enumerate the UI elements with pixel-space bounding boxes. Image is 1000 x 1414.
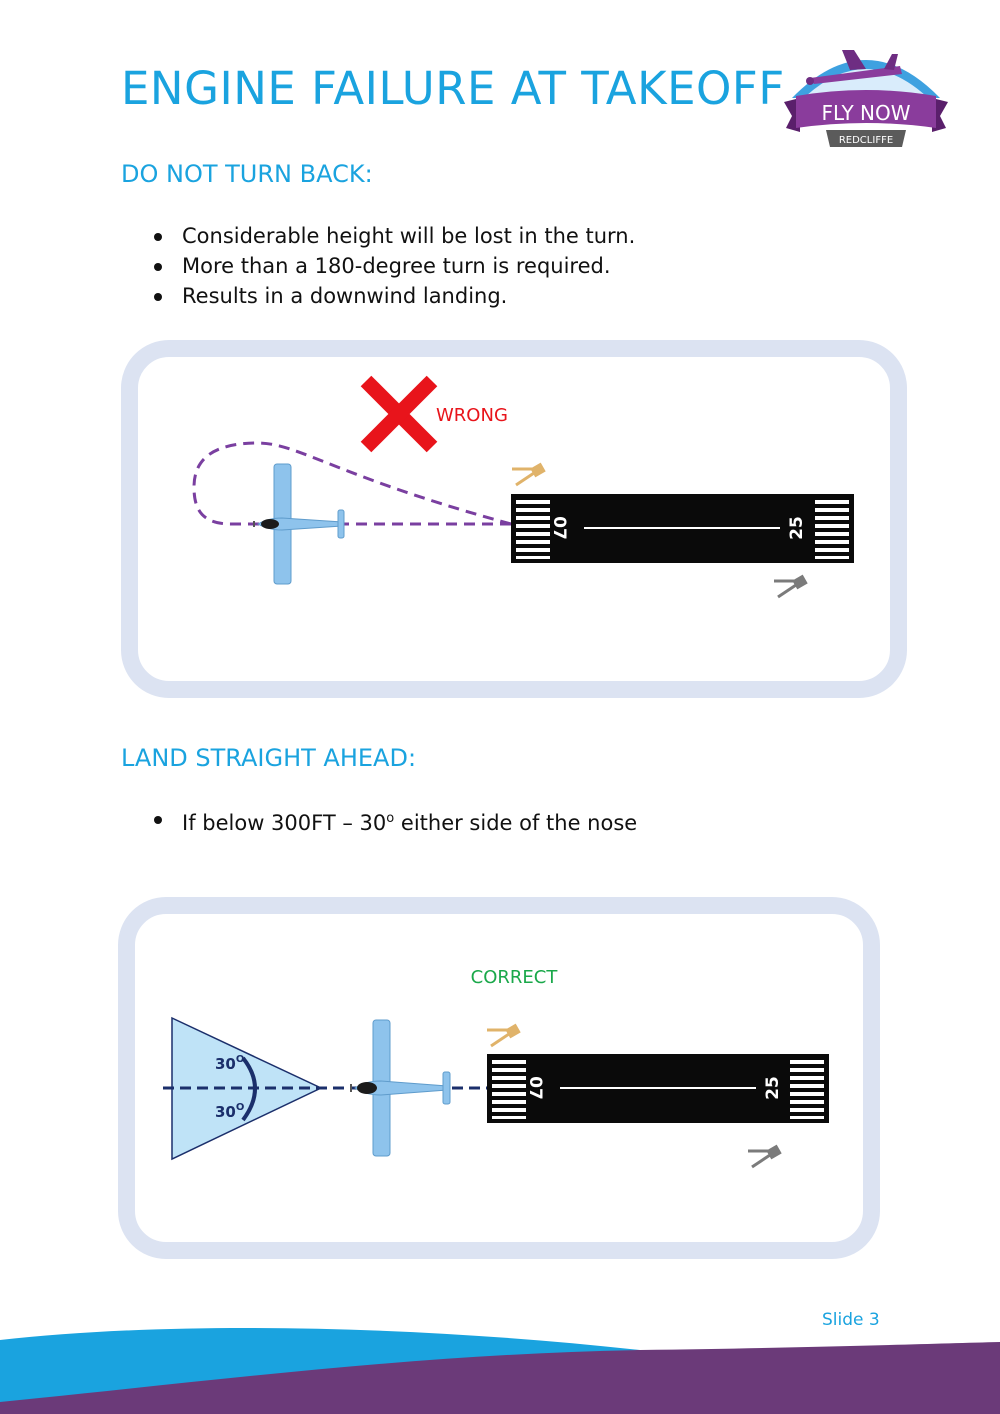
degree-sign: o: [386, 811, 395, 826]
wrong-label: WRONG: [436, 405, 508, 426]
bullet-item: [150, 804, 637, 834]
runway: [487, 1054, 829, 1123]
slide-number: Slide 3: [822, 1310, 880, 1330]
bullet-item: Results in a downwind landing.: [150, 281, 635, 311]
page-title: ENGINE FAILURE AT TAKEOFF: [121, 62, 785, 115]
fly-now-logo: [780, 40, 952, 155]
windsock-icon: [748, 1145, 782, 1167]
windsock-icon: [487, 1024, 521, 1046]
correct-diagram-panel: [118, 897, 880, 1259]
runway-number-left: 07: [525, 1076, 545, 1100]
cross-icon: [366, 381, 432, 447]
section-heading-turn-back: DO NOT TURN BACK:: [121, 160, 373, 188]
logo-sub-text: REDCLIFFE: [838, 135, 894, 146]
wrong-diagram-panel: [121, 340, 907, 698]
bullet-main-text: If below 300FT – 30: [182, 811, 387, 835]
windsock-icon: [512, 463, 546, 485]
runway: [511, 494, 854, 563]
runway-number-left: 07: [549, 516, 569, 540]
logo-main-text: FLY NOW: [821, 101, 911, 125]
turn-back-path: [194, 443, 511, 524]
straight-ahead-bullet-list: [150, 804, 637, 834]
runway-number-right: 25: [763, 1076, 783, 1100]
angle-bottom-label: $30^O$: [215, 1102, 245, 1121]
bullet-item: More than a 180-degree turn is required.: [150, 251, 635, 281]
bullet-rest-text: either side of the nose: [394, 811, 638, 835]
turn-back-bullet-list: [150, 221, 635, 311]
approach-wedge: [172, 1018, 321, 1159]
bullet-item: Considerable height will be lost in the turn.: [150, 221, 635, 251]
correct-diagram: [135, 914, 863, 1242]
footer-wave: [0, 1320, 1000, 1414]
correct-label: CORRECT: [470, 967, 558, 988]
airplane-icon: [254, 464, 344, 584]
runway-number-right: 25: [787, 516, 807, 540]
airplane-icon: [351, 1020, 450, 1156]
windsock-icon: [774, 575, 808, 597]
angle-top-label: $30^O$: [215, 1054, 245, 1073]
wrong-diagram: [138, 357, 890, 681]
section-heading-straight-ahead: LAND STRAIGHT AHEAD:: [121, 744, 417, 772]
